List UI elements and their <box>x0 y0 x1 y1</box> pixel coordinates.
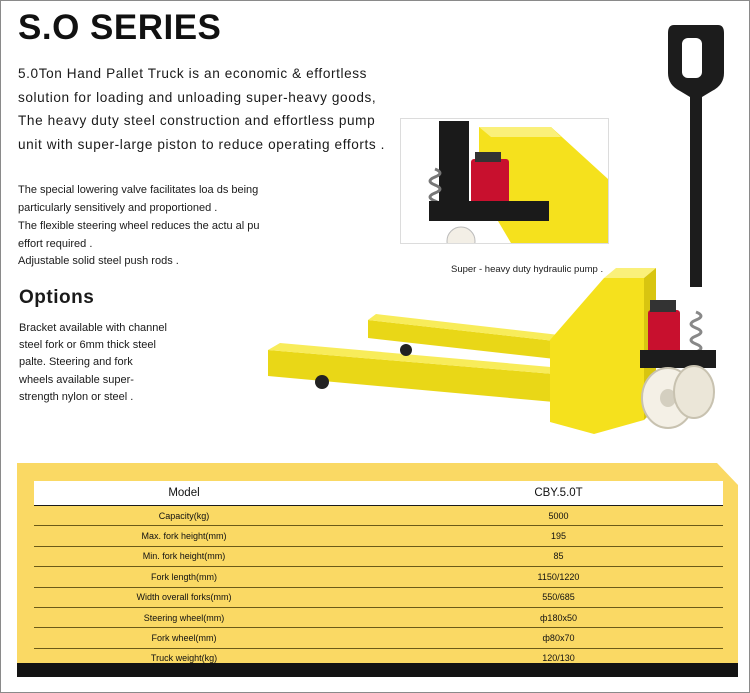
options-line: strength nylon or steel . <box>19 390 134 403</box>
pallet-truck-image <box>264 20 744 440</box>
table-row <box>34 526 723 546</box>
features-list <box>18 182 288 271</box>
spec-header-value: CBY.5.0T <box>534 487 583 499</box>
spec-header-label: Model <box>168 487 200 499</box>
spec-label: Fork length(mm) <box>150 571 217 582</box>
spec-table <box>34 481 723 666</box>
feature-line: The flexible steering wheel reduces the actu al pu <box>18 220 260 232</box>
table-row <box>34 628 723 648</box>
table-row <box>34 608 723 628</box>
options-line: palte. Steering and fork <box>19 356 133 369</box>
spec-value: ф80x70 <box>542 633 575 644</box>
table-row <box>34 588 723 608</box>
options-line: Bracket available with channel <box>19 322 167 334</box>
spec-value: 120/130 <box>542 653 575 664</box>
spec-value: 85 <box>553 551 564 562</box>
intro-line: solution for loading and unloading super-heavy goods, <box>18 89 377 105</box>
table-row <box>34 567 723 587</box>
options-line: wheels available super- <box>19 373 134 386</box>
feature-line: The special lowering valve facilitates loa ds being <box>18 184 259 196</box>
options-line: steel fork or 6mm thick steel <box>19 339 156 352</box>
feature-line: Adjustable solid steel push rods . <box>18 255 179 267</box>
page-title: S.O SERIES <box>18 8 222 47</box>
spec-value: 195 <box>550 531 567 542</box>
options-text <box>19 320 189 406</box>
spec-table-header <box>34 481 723 506</box>
spec-label: Width overall forks(mm) <box>136 592 232 603</box>
table-row <box>34 547 723 567</box>
intro-line: 5.0Ton Hand Pallet Truck is an economic & effortless <box>18 66 368 81</box>
options-heading: Options <box>19 287 95 308</box>
table-row <box>34 649 723 668</box>
spec-label: Truck weight(kg) <box>150 653 218 664</box>
pump-caption: Super - heavy duty hydraulic pump . <box>451 264 604 275</box>
spec-value: 550/685 <box>542 592 575 603</box>
spec-label: Max. fork height(mm) <box>141 531 227 542</box>
feature-line: effort required . <box>18 237 93 250</box>
spec-label: Steering wheel(mm) <box>143 612 225 623</box>
feature-line: particularly sensitively and proportioned . <box>18 201 218 214</box>
spec-value: ф180x50 <box>540 612 577 623</box>
spec-label: Capacity(kg) <box>158 510 210 521</box>
spec-value: 5000 <box>548 510 569 521</box>
spec-value: 1150/1220 <box>537 571 580 582</box>
table-row <box>34 506 723 526</box>
intro-line: The heavy duty steel construction and effortless pump <box>18 113 376 128</box>
spec-label: Fork wheel(mm) <box>151 633 217 644</box>
intro-line: unit with super-large piston to reduce operating efforts . <box>18 136 386 152</box>
spec-label: Min. fork height(mm) <box>142 551 226 562</box>
